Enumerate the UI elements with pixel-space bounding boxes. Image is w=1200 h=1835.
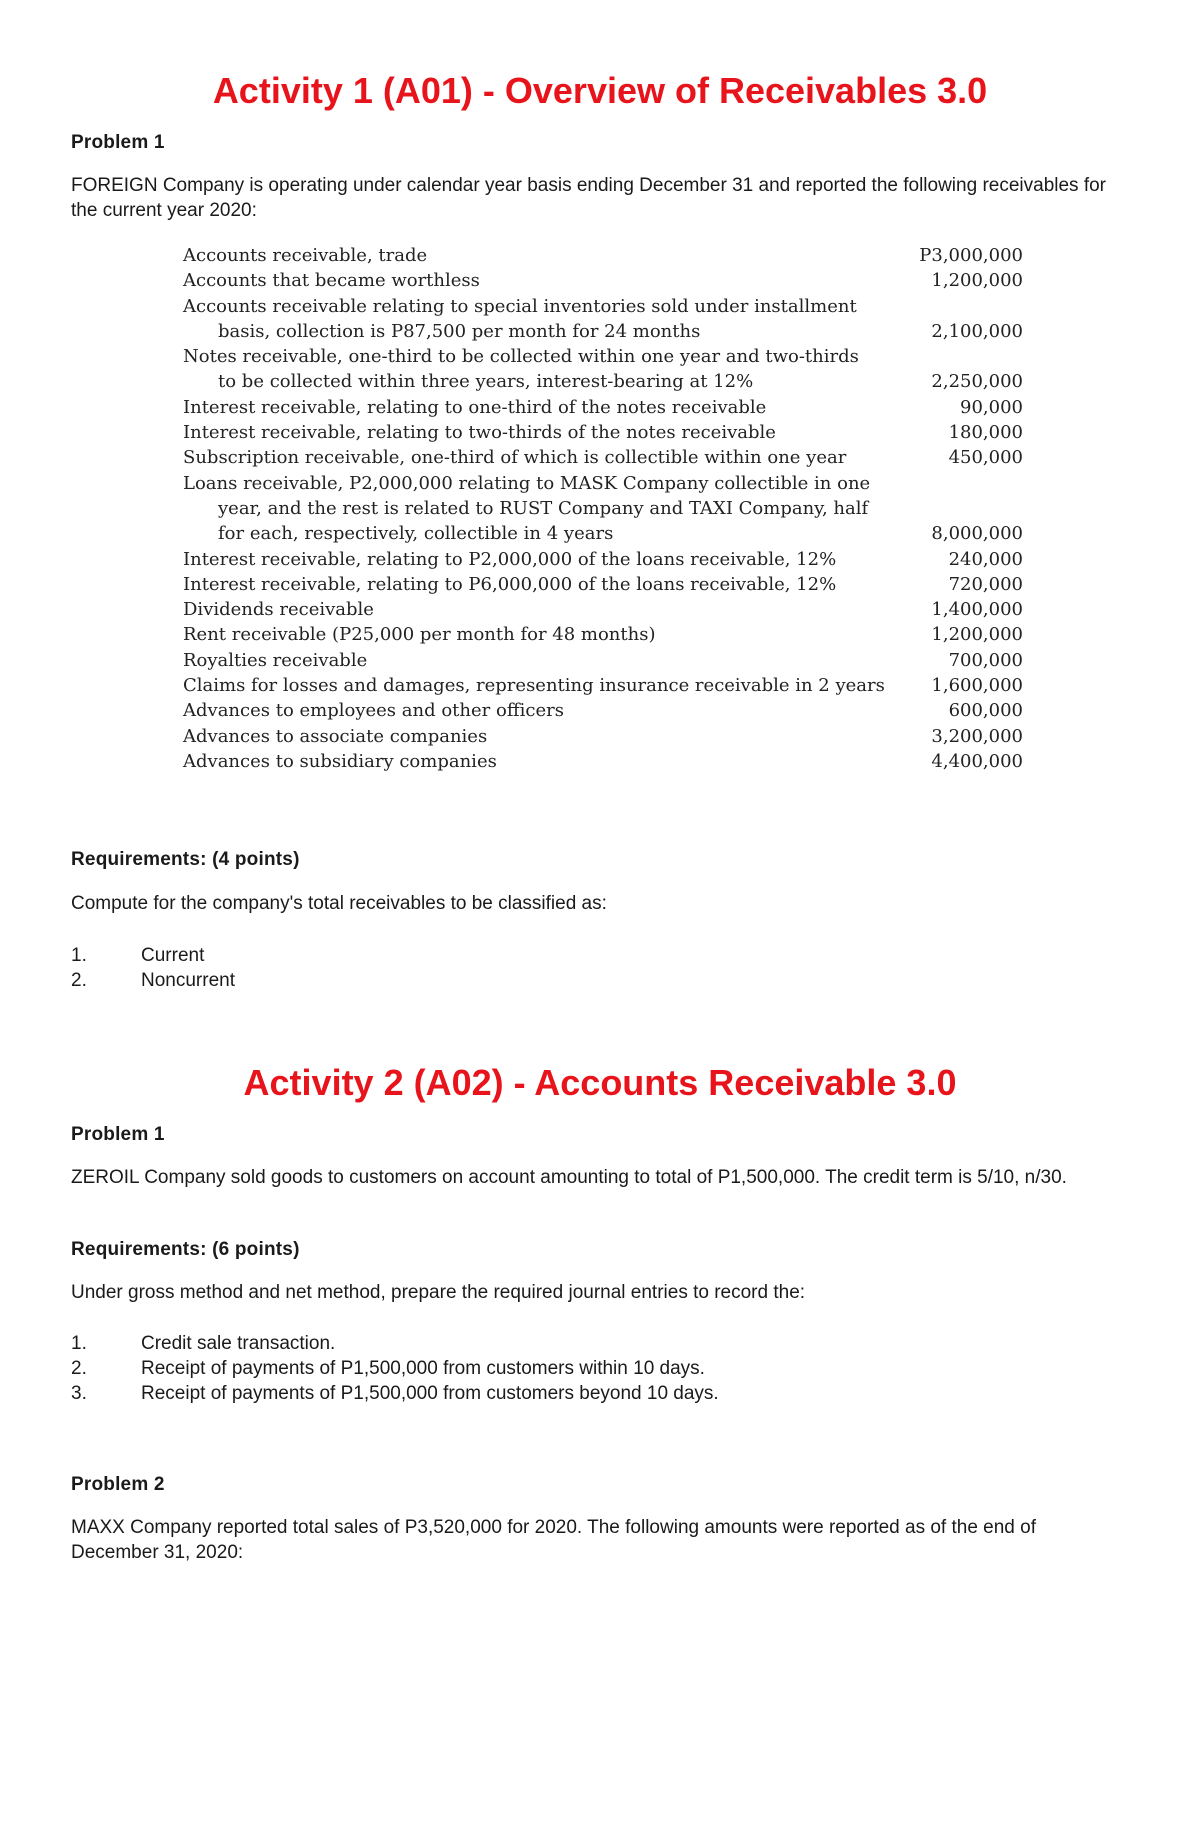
schedule-row xyxy=(183,572,1023,597)
schedule-amount: 2,250,000 xyxy=(931,371,1023,393)
schedule-description xyxy=(183,420,903,445)
schedule-row xyxy=(183,749,1023,774)
schedule-row xyxy=(183,395,1023,420)
list-number: 2. xyxy=(71,1358,87,1379)
schedule-description xyxy=(183,698,903,723)
schedule-description xyxy=(183,673,903,698)
schedule-line: for each, respectively, collectible in 4 years xyxy=(218,523,614,545)
schedule-row xyxy=(183,698,1023,723)
schedule-line: Interest receivable, relating to two-thirds of the notes receivable xyxy=(183,422,776,444)
activity2-problem2-label: Problem 2 xyxy=(71,1474,165,1495)
activity2-problem1-label: Problem 1 xyxy=(71,1124,165,1145)
activity2-requirements-list xyxy=(71,1331,719,1406)
activity2-problem2-text: MAXX Company reported total sales of P3,520,000 for 2020. The following amounts were reported as of the end of December 31, 2020: xyxy=(71,1517,1037,1563)
schedule-line: Dividends receivable xyxy=(183,599,374,621)
receivables-schedule xyxy=(183,243,1023,774)
schedule-description xyxy=(183,749,903,774)
schedule-amount: 720,000 xyxy=(948,573,1023,595)
schedule-amount: 180,000 xyxy=(948,422,1023,444)
list-text: Credit sale transaction. xyxy=(141,1333,336,1354)
schedule-amount: 2,100,000 xyxy=(931,320,1023,342)
schedule-amount: 1,400,000 xyxy=(931,599,1023,621)
list-item xyxy=(71,943,235,968)
schedule-description xyxy=(183,294,903,345)
schedule-description xyxy=(183,724,903,749)
list-number: 3. xyxy=(71,1383,87,1404)
schedule-amount: 1,200,000 xyxy=(931,270,1023,292)
activity1-intro: FOREIGN Company is operating under calendar year basis ending December 31 and reported the following receivables for the current year 2020: xyxy=(71,175,1106,221)
schedule-description xyxy=(183,445,903,470)
schedule-amount: 90,000 xyxy=(960,396,1023,418)
list-item xyxy=(71,968,235,993)
schedule-description xyxy=(183,471,903,547)
list-item xyxy=(71,1381,719,1406)
schedule-line: Accounts receivable relating to special inventories sold under installment xyxy=(183,295,857,317)
schedule-amount: P3,000,000 xyxy=(919,245,1023,266)
list-text: Receipt of payments of P1,500,000 from customers within 10 days. xyxy=(141,1358,705,1379)
list-text: Receipt of payments of P1,500,000 from customers beyond 10 days. xyxy=(141,1383,719,1404)
schedule-amount: 3,200,000 xyxy=(931,725,1023,747)
schedule-amount: 600,000 xyxy=(948,700,1023,722)
activity1-requirements-list xyxy=(71,943,235,993)
schedule-row xyxy=(183,547,1023,572)
schedule-line: Rent receivable (P25,000 per month for 48 months) xyxy=(183,624,656,646)
schedule-row xyxy=(183,648,1023,673)
schedule-line: Claims for losses and damages, representing insurance receivable in 2 years xyxy=(183,675,885,697)
schedule-line: to be collected within three years, interest-bearing at 12% xyxy=(218,371,754,393)
schedule-line: Notes receivable, one-third to be collected within one year and two-thirds xyxy=(183,346,859,368)
schedule-line: Accounts receivable, trade xyxy=(183,245,428,266)
list-number: 2. xyxy=(71,970,87,991)
schedule-line: Advances to associate companies xyxy=(183,725,488,747)
schedule-description xyxy=(183,395,903,420)
schedule-description xyxy=(183,243,903,268)
schedule-line: Interest receivable, relating to P2,000,000 of the loans receivable, 12% xyxy=(183,548,837,570)
list-item xyxy=(71,1331,719,1356)
schedule-line: Loans receivable, P2,000,000 relating to MASK Company collectible in one xyxy=(183,472,871,494)
schedule-description xyxy=(183,344,903,395)
schedule-row xyxy=(183,294,1023,345)
schedule-row xyxy=(183,268,1023,293)
list-number: 1. xyxy=(71,1333,87,1354)
schedule-line: basis, collection is P87,500 per month for 24 months xyxy=(218,320,701,342)
schedule-amount: 1,600,000 xyxy=(931,675,1023,697)
list-item xyxy=(71,1356,719,1381)
activity2-requirements-text: Under gross method and net method, prepare the required journal entries to record the: xyxy=(71,1282,806,1303)
schedule-row xyxy=(183,243,1023,268)
schedule-line: Royalties receivable xyxy=(183,649,368,671)
schedule-row xyxy=(183,597,1023,622)
schedule-row xyxy=(183,344,1023,395)
schedule-line: Interest receivable, relating to one-third of the notes receivable xyxy=(183,396,767,418)
schedule-row xyxy=(183,622,1023,647)
schedule-row xyxy=(183,471,1023,547)
schedule-amount: 8,000,000 xyxy=(931,523,1023,545)
schedule-description xyxy=(183,572,903,597)
schedule-line: Interest receivable, relating to P6,000,000 of the loans receivable, 12% xyxy=(183,573,837,595)
list-text: Current xyxy=(141,945,205,966)
schedule-amount: 240,000 xyxy=(948,548,1023,570)
schedule-description xyxy=(183,547,903,572)
activity1-title: Activity 1 (A01) - Overview of Receivables 3.0 xyxy=(212,70,988,111)
list-number: 1. xyxy=(71,945,87,966)
activity2-requirements-label: Requirements: (6 points) xyxy=(71,1239,300,1260)
schedule-description xyxy=(183,648,903,673)
schedule-line: Accounts that became worthless xyxy=(183,270,480,292)
activity2-problem1-text: ZEROIL Company sold goods to customers on account amounting to total of P1,500,000. The credit term is 5/10, n/30. xyxy=(71,1167,1067,1188)
schedule-amount: 450,000 xyxy=(948,447,1023,469)
activity1-requirements-text: Compute for the company's total receivables to be classified as: xyxy=(71,893,607,914)
schedule-line: Subscription receivable, one-third of which is collectible within one year xyxy=(183,447,847,469)
activity2-title: Activity 2 (A02) - Accounts Receivable 3.0 xyxy=(243,1062,957,1103)
schedule-amount: 4,400,000 xyxy=(931,750,1023,772)
activity1-problem-label: Problem 1 xyxy=(71,132,165,153)
schedule-line: Advances to subsidiary companies xyxy=(183,750,497,772)
schedule-line: year, and the rest is related to RUST Company and TAXI Company, half xyxy=(218,497,869,519)
activity1-requirements-label: Requirements: (4 points) xyxy=(71,849,300,870)
schedule-description xyxy=(183,597,903,622)
schedule-description xyxy=(183,622,903,647)
schedule-amount: 1,200,000 xyxy=(931,624,1023,646)
schedule-line: Advances to employees and other officers xyxy=(183,700,564,722)
list-text: Noncurrent xyxy=(141,970,235,991)
schedule-row xyxy=(183,445,1023,470)
schedule-row xyxy=(183,420,1023,445)
schedule-description xyxy=(183,268,903,293)
schedule-row xyxy=(183,724,1023,749)
schedule-row xyxy=(183,673,1023,698)
schedule-amount: 700,000 xyxy=(948,649,1023,671)
